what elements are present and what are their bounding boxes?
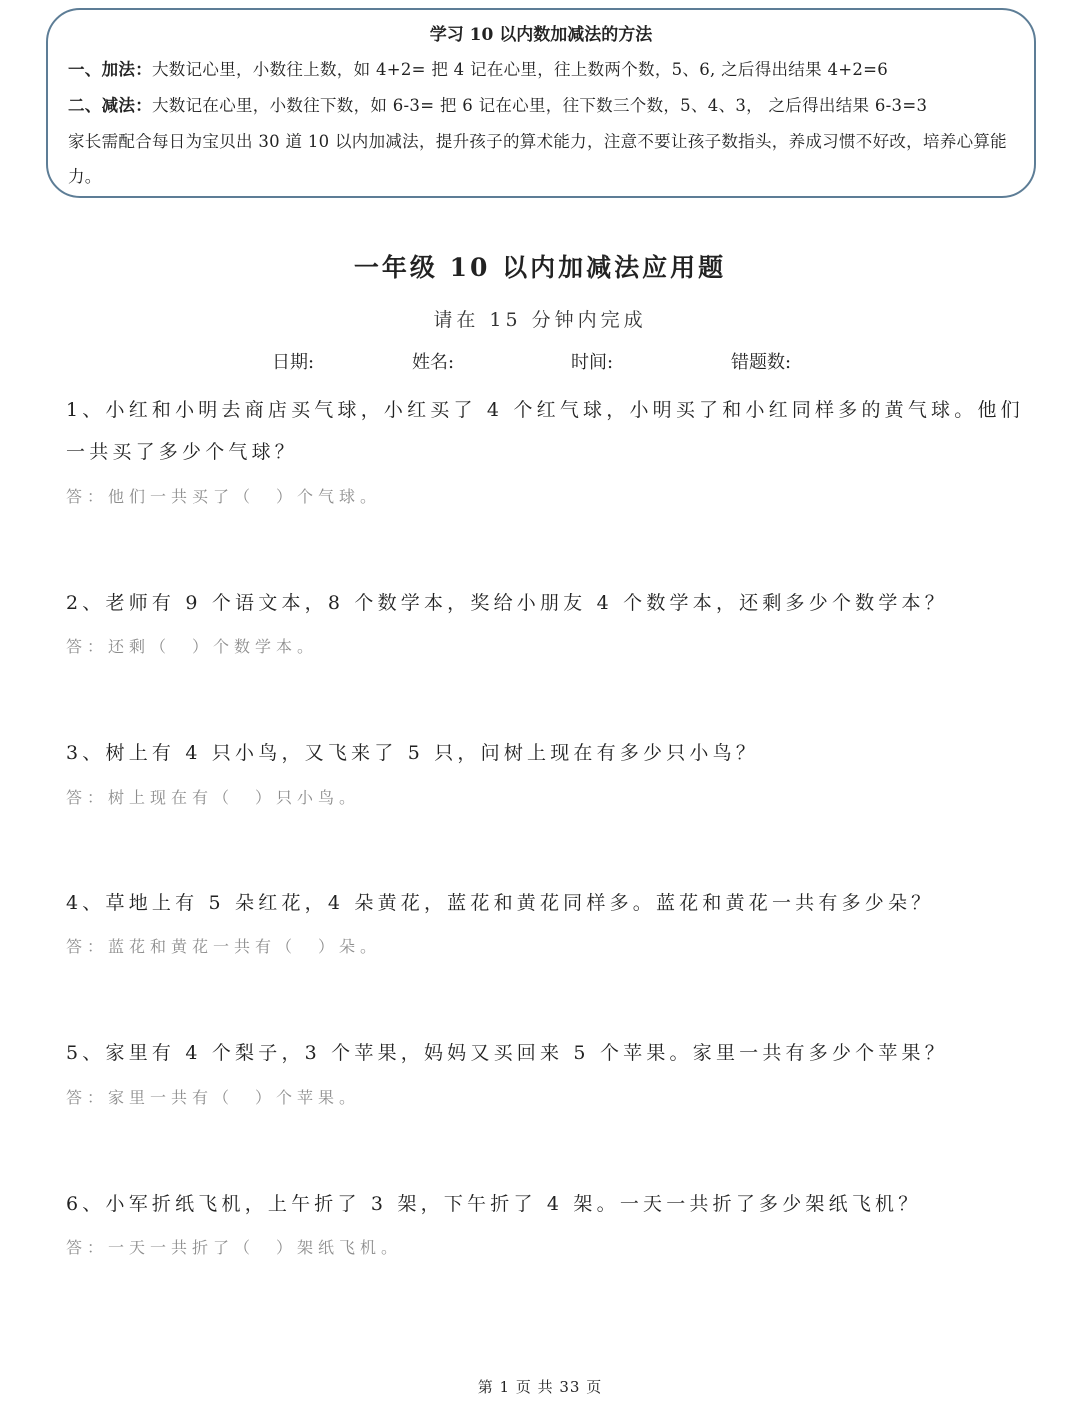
page-number-footer: 第 1 页 共 33 页 <box>477 1378 603 1396</box>
name-field-label: 姓名: <box>412 352 455 373</box>
time-limit-subtitle: 请在 15 分钟内完成 <box>433 309 647 331</box>
answer-6: 答：一天一共折了（ ）架纸飞机。 <box>66 1238 403 1257</box>
answer-1: 答：他们一共买了（ ）个气球。 <box>66 487 382 506</box>
question-4: 4、草地上有 5 朵红花，4 朵黄花，蓝花和黄花同样多。蓝花和黄花一共有多少朵？ <box>66 892 935 914</box>
time-field-label: 时间: <box>571 352 614 373</box>
question-5: 5、家里有 4 个梨子，3 个苹果，妈妈又买回来 5 个苹果。家里一共有多少个苹果？ <box>66 1042 948 1064</box>
subtraction-method <box>68 88 1034 124</box>
method-tips-box <box>46 8 1036 198</box>
addition-method <box>68 52 1034 88</box>
date-field-label: 日期: <box>272 352 315 373</box>
question-3: 3、树上有 4 只小鸟，又飞来了 5 只，问树上现在有多少只小鸟？ <box>66 742 760 764</box>
worksheet-title: 一年级 10 以内加减法应用题 <box>353 253 727 282</box>
question-2: 2、老师有 9 个语文本，8 个数学本，奖给小朋友 4 个数学本，还剩多少个数学本？ <box>66 592 948 614</box>
method-box-title: 学习 10 以内数加减法的方法 <box>429 25 653 45</box>
addition-text: 大数记心里，小数往上数，如 4+2= 把 4 记在心里，往上数两个数，5、6, 之后得出结果 4+2=6 <box>152 60 889 79</box>
info-row <box>0 348 1080 374</box>
subtraction-label: 二、减法： <box>68 96 152 115</box>
subtraction-text: 大数记在心里，小数往下数，如 6-3= 把 6 记在心里，往下数三个数，5、4、3， 之后得出结果 6-3=3 <box>152 96 928 115</box>
addition-label: 一、加法： <box>68 60 152 79</box>
answer-3: 答：树上现在有（ ）只小鸟。 <box>66 788 361 807</box>
question-1: 1、小红和小明去商店买气球，小红买了 4 个红气球，小明买了和小红同样多的黄气球。他们一共买了多少个气球？ <box>66 399 1024 463</box>
answer-5: 答：家里一共有（ ）个苹果。 <box>66 1088 361 1107</box>
error-count-label: 错题数: <box>731 352 792 373</box>
parent-note: 家长需配合每日为宝贝出 30 道 10 以内加减法，提升孩子的算术能力，注意不要让孩子数指头，养成习惯不好改，培养心算能力。 <box>68 132 1007 186</box>
answer-2: 答：还剩（ ）个数学本。 <box>66 637 319 656</box>
answer-4: 答：蓝花和黄花一共有（ ）朵。 <box>66 937 382 956</box>
question-6: 6、小军折纸飞机，上午折了 3 架，下午折了 4 架。一天一共折了多少架纸飞机？ <box>66 1193 922 1215</box>
